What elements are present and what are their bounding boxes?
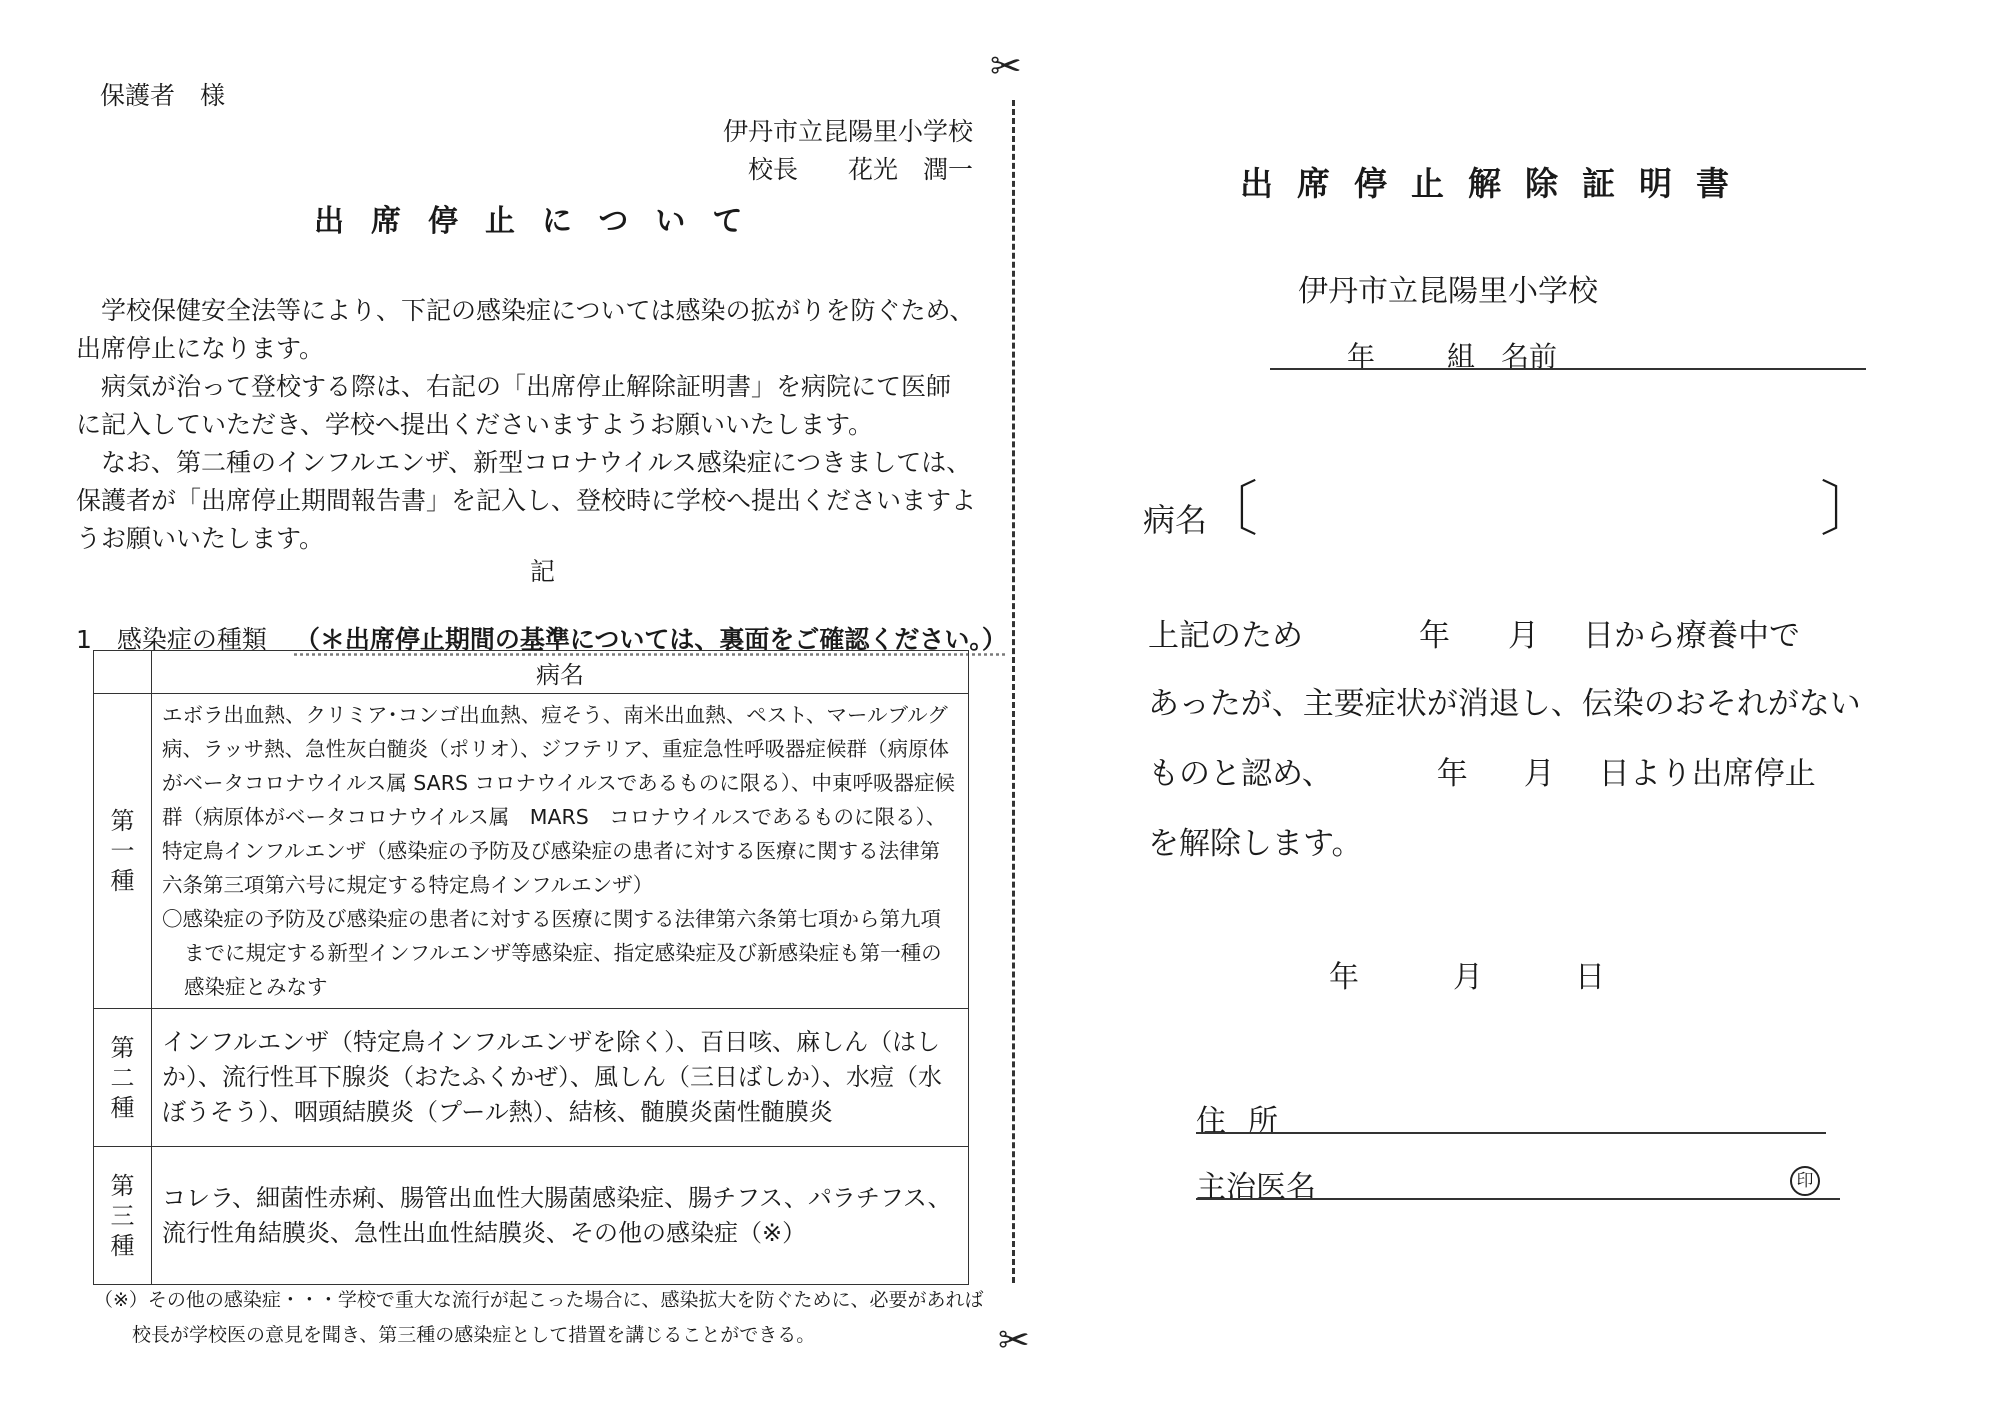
certificate-body-line: を解除します。 bbox=[1148, 826, 1363, 862]
ki-mark: 記 bbox=[530, 557, 556, 586]
certificate-body-line: ものと認め、 年 月 日より出席停止 bbox=[1148, 756, 1816, 792]
notice-body bbox=[76, 292, 976, 558]
name-underline bbox=[1270, 368, 1866, 370]
disease-name-label: 病名 bbox=[1143, 501, 1208, 539]
disease-text: エボラ出血熱、クリミア･コンゴ出血熱、痘そう、南米出血熱、ペスト、マールブルグ病、ラッサ熱、急性灰白髄炎（ポリオ）、ジフテリア、重症急性呼吸器症候群（病原体がベータコロナウイルス属 SARS コロナウイルスであるものに限る）、中東呼吸器症候群（病原体がベータコロナウイルス属 MARS コロナウイルスであるものに限る）、特定鳥インフルエンザ（感染症の予防及び感染症の患者に対する医療に関する法律第六条第三項第六号に規定する特定鳥インフルエンザ） bbox=[162, 703, 955, 897]
footnote: （※）その他の感染症・・・学校で重大な流行が起こった場合に、感染拡大を防ぐために、必要があれば bbox=[94, 1289, 984, 1311]
paragraph: 学校保健安全法等により、下記の感染症については感染の拡がりを防ぐため、出席停止になります。 bbox=[76, 296, 975, 363]
bracket-close: 〕 bbox=[1820, 475, 1880, 545]
year-label: 年 bbox=[1347, 340, 1376, 373]
addressee: 保護者 様 bbox=[100, 81, 226, 110]
table-row bbox=[94, 1009, 969, 1147]
table-row bbox=[94, 694, 969, 1009]
address-underline bbox=[1196, 1132, 1826, 1134]
section-note: （＊出席停止期間の基準については、裏面をご確認ください。） bbox=[294, 625, 1007, 654]
group-label: 組 bbox=[1447, 340, 1476, 373]
notice-title: 出席停止について bbox=[314, 204, 770, 239]
category-label: 第 一 種 bbox=[94, 694, 152, 1009]
disease-cell bbox=[152, 694, 969, 1009]
bracket-open: 〔 bbox=[1198, 475, 1258, 545]
paragraph: 病気が治って登校する際は、右記の「出席停止解除証明書」を病院にて医師に記入していただき、学校へ提出くださいますようお願いいたします。 bbox=[76, 372, 952, 439]
seal-icon: 印 bbox=[1790, 1166, 1820, 1196]
footnote: 校長が学校医の意見を聞き、第三種の感染症として措置を講じることができる。 bbox=[132, 1324, 816, 1346]
disease-note: 〇感染症の予防及び感染症の患者に対する医療に関する法律第六条第七項から第九項までに規定する新型インフルエンザ等感染症、指定感染症及び新感染症も第一種の感染症とみなす bbox=[162, 907, 942, 999]
table-header: 病名 bbox=[152, 651, 969, 694]
table-header-row bbox=[94, 651, 969, 694]
category-label: 第 二 種 bbox=[94, 1009, 152, 1147]
certificate-title: 出席停止解除証明書 bbox=[1240, 164, 1753, 203]
school-name: 伊丹市立昆陽里小学校 bbox=[722, 117, 973, 146]
issue-date: 年 月 日 bbox=[1329, 960, 1605, 995]
table-header-blank bbox=[94, 651, 152, 694]
disease-cell: コレラ、細菌性赤痢、腸管出血性大腸菌感染症、腸チフス、パラチフス、流行性角結膜炎、急性出血性結膜炎、その他の感染症（※） bbox=[152, 1147, 969, 1285]
address-label: 住所 bbox=[1196, 1104, 1300, 1139]
doctor-underline bbox=[1196, 1198, 1840, 1200]
certificate-body-line: あったが、主要症状が消退し、伝染のおそれがない bbox=[1148, 686, 1861, 722]
certificate-body-line: 上記のため 年 月 日から療養中で bbox=[1148, 618, 1800, 654]
doctor-name-label: 主治医名 bbox=[1196, 1170, 1316, 1205]
disease-table bbox=[93, 650, 969, 1285]
name-label: 名前 bbox=[1501, 340, 1558, 373]
dashed-cut-line bbox=[1012, 100, 1015, 1283]
scissors-icon: ✂ bbox=[998, 1318, 1030, 1362]
certificate-school: 伊丹市立昆陽里小学校 bbox=[1298, 274, 1598, 309]
principal-name: 校長 花光 潤一 bbox=[747, 155, 973, 184]
paragraph: なお、第二種のインフルエンザ、新型コロナウイルス感染症につきましては、保護者が「出席停止期間報告書」を記入し、登校時に学校へ提出くださいますようお願いいたします。 bbox=[76, 448, 977, 553]
section-heading-text: 1 感染症の種類 bbox=[76, 625, 267, 654]
category-label: 第 三 種 bbox=[94, 1147, 152, 1285]
scissors-icon: ✂ bbox=[990, 44, 1022, 88]
table-row bbox=[94, 1147, 969, 1285]
disease-cell: インフルエンザ（特定鳥インフルエンザを除く）、百日咳、麻しん（はしか）、流行性耳下腺炎（おたふくかぜ）、風しん（三日ばしか）、水痘（水ぼうそう）、咽頭結膜炎（プール熱）、結核、髄膜炎菌性髄膜炎 bbox=[152, 1009, 969, 1147]
